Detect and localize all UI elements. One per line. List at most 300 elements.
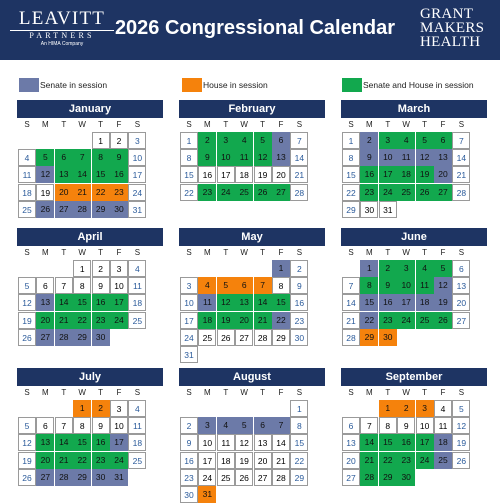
weekday-header: S bbox=[458, 248, 465, 257]
weekday-header: T bbox=[385, 248, 391, 257]
day-cell: 7 bbox=[360, 417, 378, 434]
day-cell: 24 bbox=[379, 184, 397, 201]
day-cell: 31 bbox=[198, 486, 216, 503]
day-cell: 12 bbox=[18, 434, 36, 451]
day-cell: 8 bbox=[180, 149, 198, 166]
day-cell: 6 bbox=[272, 132, 290, 149]
weekday-header: F bbox=[278, 388, 284, 397]
logo-line-1: LEAVITT bbox=[18, 8, 106, 29]
day-cell: 24 bbox=[416, 452, 434, 469]
day-cell: 2 bbox=[92, 400, 110, 417]
day-cell: 26 bbox=[434, 312, 452, 329]
day-cell: 3 bbox=[128, 132, 146, 149]
day-cell: 22 bbox=[290, 452, 308, 469]
day-cell: 1 bbox=[360, 260, 378, 277]
day-cell: 21 bbox=[452, 166, 470, 183]
day-cell: 3 bbox=[110, 400, 128, 417]
day-cell: 17 bbox=[198, 452, 216, 469]
page-title: 2026 Congressional Calendar bbox=[114, 17, 396, 39]
day-cell: 25 bbox=[128, 312, 146, 329]
day-cell: 17 bbox=[180, 312, 198, 329]
day-cell: 1 bbox=[290, 400, 308, 417]
day-cell: 27 bbox=[272, 184, 290, 201]
day-cell: 30 bbox=[110, 201, 128, 218]
legend-swatch-house bbox=[182, 78, 202, 92]
day-cell: 5 bbox=[18, 417, 36, 434]
day-cell: 7 bbox=[55, 277, 73, 294]
legend-swatch-both bbox=[342, 78, 362, 92]
day-cell: 1 bbox=[73, 260, 91, 277]
weekday-header: S bbox=[186, 388, 192, 397]
day-cell: 25 bbox=[434, 452, 452, 469]
weekday-header: S bbox=[134, 388, 141, 397]
weekday-header: M bbox=[204, 248, 211, 257]
day-cell: 18 bbox=[198, 312, 216, 329]
day-cell: 18 bbox=[416, 294, 434, 311]
day-cell: 10 bbox=[128, 149, 146, 166]
day-cell: 25 bbox=[397, 184, 415, 201]
day-cell: 19 bbox=[217, 312, 235, 329]
day-cell: 10 bbox=[416, 417, 434, 434]
day-cell: 20 bbox=[452, 294, 470, 311]
day-cell: 11 bbox=[198, 294, 216, 311]
weekday-header: T bbox=[98, 248, 104, 257]
day-cell: 2 bbox=[180, 417, 198, 434]
day-cell: 8 bbox=[360, 277, 378, 294]
day-cell: 22 bbox=[360, 312, 378, 329]
weekday-header: T bbox=[385, 120, 391, 129]
day-cell: 7 bbox=[254, 277, 272, 294]
day-cell: 28 bbox=[360, 469, 378, 486]
weekday-header: T bbox=[422, 388, 428, 397]
day-cell: 24 bbox=[110, 312, 128, 329]
day-cell: 24 bbox=[110, 452, 128, 469]
weekday-header: W bbox=[78, 120, 86, 129]
day-cell: 25 bbox=[235, 184, 253, 201]
day-cell: 11 bbox=[235, 149, 253, 166]
day-cell: 9 bbox=[92, 417, 110, 434]
grantmakers-in-health-logo bbox=[420, 7, 496, 49]
day-cell: 27 bbox=[235, 329, 253, 346]
day-cell: 24 bbox=[198, 469, 216, 486]
day-cell: 3 bbox=[110, 260, 128, 277]
day-cell: 21 bbox=[55, 452, 73, 469]
day-cell: 25 bbox=[128, 452, 146, 469]
legend-swatch-senate bbox=[19, 78, 39, 92]
weekday-header: W bbox=[402, 248, 410, 257]
day-cell: 23 bbox=[92, 452, 110, 469]
weekday-header: S bbox=[134, 248, 141, 257]
day-cell: 7 bbox=[73, 149, 91, 166]
day-cell: 3 bbox=[198, 417, 216, 434]
day-cell: 21 bbox=[254, 312, 272, 329]
day-cell: 17 bbox=[379, 166, 397, 183]
day-cell: 2 bbox=[360, 132, 378, 149]
gih-logo-line-3: HEALTH bbox=[420, 34, 481, 50]
day-cell: 3 bbox=[379, 132, 397, 149]
day-cell: 14 bbox=[55, 434, 73, 451]
day-cell: 27 bbox=[36, 469, 54, 486]
day-cell: 24 bbox=[397, 312, 415, 329]
day-cell: 23 bbox=[198, 184, 216, 201]
day-cell: 5 bbox=[452, 400, 470, 417]
day-cell: 13 bbox=[452, 277, 470, 294]
day-cell: 21 bbox=[272, 452, 290, 469]
day-cell: 3 bbox=[416, 400, 434, 417]
day-cell: 14 bbox=[272, 434, 290, 451]
day-cell: 8 bbox=[272, 277, 290, 294]
day-cell: 21 bbox=[55, 312, 73, 329]
weekday-header: S bbox=[186, 120, 192, 129]
day-cell: 17 bbox=[397, 294, 415, 311]
weekday-header: W bbox=[78, 388, 86, 397]
day-cell: 13 bbox=[235, 294, 253, 311]
day-cell: 22 bbox=[272, 312, 290, 329]
day-cell: 23 bbox=[110, 184, 128, 201]
day-cell: 30 bbox=[180, 486, 198, 503]
day-cell: 9 bbox=[110, 149, 128, 166]
weekday-header: S bbox=[458, 388, 465, 397]
day-cell: 4 bbox=[397, 132, 415, 149]
day-cell: 9 bbox=[180, 434, 198, 451]
day-cell: 20 bbox=[342, 452, 360, 469]
weekday-header: W bbox=[402, 388, 410, 397]
day-cell: 23 bbox=[360, 184, 378, 201]
day-cell: 29 bbox=[92, 201, 110, 218]
month-title: August bbox=[179, 368, 325, 386]
day-cell: 18 bbox=[128, 434, 146, 451]
weekday-header: F bbox=[116, 248, 122, 257]
day-cell: 4 bbox=[235, 132, 253, 149]
day-cell: 12 bbox=[18, 294, 36, 311]
day-cell: 5 bbox=[217, 277, 235, 294]
month-title: February bbox=[179, 100, 325, 118]
day-cell: 12 bbox=[452, 417, 470, 434]
day-cell: 3 bbox=[397, 260, 415, 277]
day-cell: 10 bbox=[379, 149, 397, 166]
day-cell: 22 bbox=[73, 312, 91, 329]
day-cell: 29 bbox=[272, 329, 290, 346]
day-cell: 11 bbox=[397, 149, 415, 166]
day-cell: 11 bbox=[128, 277, 146, 294]
day-cell: 1 bbox=[379, 400, 397, 417]
day-cell: 19 bbox=[254, 166, 272, 183]
day-cell: 4 bbox=[18, 149, 36, 166]
month-title: March bbox=[341, 100, 487, 118]
day-cell: 13 bbox=[342, 434, 360, 451]
day-cell: 22 bbox=[73, 452, 91, 469]
day-cell: 17 bbox=[110, 294, 128, 311]
day-cell: 16 bbox=[92, 434, 110, 451]
weekday-header: W bbox=[240, 120, 248, 129]
day-cell: 6 bbox=[55, 149, 73, 166]
gih-logo-line-2: MAKERS bbox=[420, 20, 485, 36]
day-cell: 18 bbox=[18, 184, 36, 201]
day-cell: 15 bbox=[290, 434, 308, 451]
weekday-header: M bbox=[42, 120, 49, 129]
day-cell: 15 bbox=[180, 166, 198, 183]
day-cell: 22 bbox=[180, 184, 198, 201]
weekday-header: T bbox=[260, 388, 266, 397]
day-cell: 25 bbox=[217, 469, 235, 486]
day-cell: 5 bbox=[235, 417, 253, 434]
day-cell: 11 bbox=[434, 417, 452, 434]
day-cell: 15 bbox=[379, 434, 397, 451]
day-cell: 29 bbox=[342, 201, 360, 218]
day-cell: 18 bbox=[434, 434, 452, 451]
legend-label-both: Senate and House in session bbox=[363, 80, 474, 90]
day-cell: 26 bbox=[18, 329, 36, 346]
day-cell: 18 bbox=[217, 452, 235, 469]
day-cell: 30 bbox=[92, 469, 110, 486]
day-cell: 13 bbox=[272, 149, 290, 166]
logo-line-3: An HIMA Company bbox=[40, 41, 84, 47]
day-cell: 30 bbox=[290, 329, 308, 346]
day-cell: 25 bbox=[18, 201, 36, 218]
legend-label-senate: Senate in session bbox=[40, 80, 108, 90]
day-cell: 31 bbox=[379, 201, 397, 218]
day-cell: 14 bbox=[452, 149, 470, 166]
day-cell: 5 bbox=[36, 149, 54, 166]
day-cell: 22 bbox=[92, 184, 110, 201]
day-cell: 8 bbox=[290, 417, 308, 434]
weekday-header: F bbox=[440, 120, 446, 129]
weekday-header: W bbox=[78, 248, 86, 257]
day-cell: 13 bbox=[36, 294, 54, 311]
day-cell: 23 bbox=[290, 312, 308, 329]
day-cell: 30 bbox=[379, 329, 397, 346]
day-cell: 6 bbox=[254, 417, 272, 434]
day-cell: 17 bbox=[217, 166, 235, 183]
day-cell: 27 bbox=[55, 201, 73, 218]
day-cell: 10 bbox=[217, 149, 235, 166]
weekday-header: T bbox=[223, 388, 229, 397]
day-cell: 7 bbox=[342, 277, 360, 294]
day-cell: 10 bbox=[198, 434, 216, 451]
day-cell: 4 bbox=[128, 400, 146, 417]
day-cell: 19 bbox=[36, 184, 54, 201]
weekday-header: T bbox=[61, 388, 67, 397]
day-cell: 30 bbox=[92, 329, 110, 346]
day-cell: 16 bbox=[379, 294, 397, 311]
day-cell: 1 bbox=[272, 260, 290, 277]
day-cell: 31 bbox=[110, 469, 128, 486]
day-cell: 11 bbox=[217, 434, 235, 451]
day-cell: 7 bbox=[290, 132, 308, 149]
day-cell: 14 bbox=[290, 149, 308, 166]
day-cell: 30 bbox=[360, 201, 378, 218]
day-cell: 25 bbox=[198, 329, 216, 346]
day-cell: 12 bbox=[36, 166, 54, 183]
weekday-header: T bbox=[260, 248, 266, 257]
day-cell: 9 bbox=[290, 277, 308, 294]
day-cell: 10 bbox=[180, 294, 198, 311]
day-cell: 28 bbox=[452, 184, 470, 201]
weekday-header: F bbox=[116, 388, 122, 397]
weekday-header: F bbox=[116, 120, 122, 129]
day-cell: 20 bbox=[36, 312, 54, 329]
day-cell: 1 bbox=[180, 132, 198, 149]
day-cell: 28 bbox=[342, 329, 360, 346]
month-title: September bbox=[341, 368, 487, 386]
day-cell: 21 bbox=[73, 184, 91, 201]
day-cell: 2 bbox=[198, 132, 216, 149]
month-title: January bbox=[17, 100, 163, 118]
day-cell: 11 bbox=[128, 417, 146, 434]
day-cell: 13 bbox=[55, 166, 73, 183]
day-cell: 7 bbox=[452, 132, 470, 149]
day-cell: 2 bbox=[290, 260, 308, 277]
day-cell: 7 bbox=[55, 417, 73, 434]
day-cell: 16 bbox=[180, 452, 198, 469]
leavitt-partners-logo bbox=[10, 9, 114, 48]
month-title: May bbox=[179, 228, 325, 246]
month-title: April bbox=[17, 228, 163, 246]
weekday-header: T bbox=[422, 120, 428, 129]
day-cell: 15 bbox=[92, 166, 110, 183]
legend-label-house: House in session bbox=[203, 80, 268, 90]
weekday-header: M bbox=[204, 388, 211, 397]
day-cell: 5 bbox=[416, 132, 434, 149]
day-cell: 12 bbox=[217, 294, 235, 311]
month-title: June bbox=[341, 228, 487, 246]
day-cell: 23 bbox=[180, 469, 198, 486]
day-cell: 23 bbox=[397, 452, 415, 469]
day-cell: 1 bbox=[73, 400, 91, 417]
day-cell: 12 bbox=[434, 277, 452, 294]
day-cell: 12 bbox=[254, 149, 272, 166]
weekday-header: S bbox=[296, 248, 303, 257]
day-cell: 31 bbox=[128, 201, 146, 218]
weekday-header: S bbox=[348, 248, 354, 257]
day-cell: 28 bbox=[55, 329, 73, 346]
day-cell: 16 bbox=[198, 166, 216, 183]
day-cell: 20 bbox=[55, 184, 73, 201]
day-cell: 19 bbox=[18, 452, 36, 469]
day-cell: 21 bbox=[342, 312, 360, 329]
day-cell: 9 bbox=[379, 277, 397, 294]
day-cell: 10 bbox=[397, 277, 415, 294]
day-cell: 16 bbox=[290, 294, 308, 311]
day-cell: 11 bbox=[416, 277, 434, 294]
day-cell: 9 bbox=[397, 417, 415, 434]
day-cell: 26 bbox=[235, 469, 253, 486]
day-cell: 8 bbox=[73, 277, 91, 294]
day-cell: 22 bbox=[342, 184, 360, 201]
weekday-header: F bbox=[278, 120, 284, 129]
day-cell: 15 bbox=[73, 434, 91, 451]
weekday-header: S bbox=[348, 388, 354, 397]
day-cell: 4 bbox=[416, 260, 434, 277]
day-cell: 28 bbox=[290, 184, 308, 201]
day-cell: 30 bbox=[397, 469, 415, 486]
logo-line-2: PARTNERS bbox=[10, 30, 114, 41]
day-cell: 16 bbox=[92, 294, 110, 311]
day-cell: 5 bbox=[18, 277, 36, 294]
day-cell: 14 bbox=[254, 294, 272, 311]
day-cell: 18 bbox=[128, 294, 146, 311]
day-cell: 22 bbox=[379, 452, 397, 469]
day-cell: 29 bbox=[360, 329, 378, 346]
day-cell: 26 bbox=[18, 469, 36, 486]
day-cell: 10 bbox=[110, 417, 128, 434]
day-cell: 29 bbox=[73, 329, 91, 346]
weekday-header: W bbox=[402, 120, 410, 129]
day-cell: 5 bbox=[254, 132, 272, 149]
day-cell: 8 bbox=[92, 149, 110, 166]
day-cell: 21 bbox=[290, 166, 308, 183]
day-cell: 28 bbox=[73, 201, 91, 218]
day-cell: 16 bbox=[397, 434, 415, 451]
gih-logo-line-1: GRANT bbox=[420, 6, 474, 22]
day-cell: 4 bbox=[128, 260, 146, 277]
day-cell: 6 bbox=[342, 417, 360, 434]
day-cell: 31 bbox=[180, 346, 198, 363]
day-cell: 14 bbox=[73, 166, 91, 183]
day-cell: 10 bbox=[110, 277, 128, 294]
day-cell: 15 bbox=[73, 294, 91, 311]
day-cell: 1 bbox=[92, 132, 110, 149]
day-cell: 24 bbox=[180, 329, 198, 346]
weekday-header: M bbox=[42, 248, 49, 257]
day-cell: 27 bbox=[452, 312, 470, 329]
day-cell: 2 bbox=[110, 132, 128, 149]
weekday-header: S bbox=[296, 120, 303, 129]
weekday-header: T bbox=[223, 248, 229, 257]
day-cell: 24 bbox=[217, 184, 235, 201]
weekday-header: S bbox=[296, 388, 303, 397]
weekday-header: M bbox=[366, 388, 373, 397]
month-title: July bbox=[17, 368, 163, 386]
day-cell: 2 bbox=[397, 400, 415, 417]
day-cell: 19 bbox=[18, 312, 36, 329]
weekday-header: T bbox=[61, 248, 67, 257]
day-cell: 4 bbox=[217, 417, 235, 434]
day-cell: 29 bbox=[290, 469, 308, 486]
day-cell: 1 bbox=[342, 132, 360, 149]
day-cell: 19 bbox=[416, 166, 434, 183]
day-cell: 23 bbox=[92, 312, 110, 329]
day-cell: 2 bbox=[92, 260, 110, 277]
day-cell: 6 bbox=[434, 132, 452, 149]
day-cell: 17 bbox=[128, 166, 146, 183]
weekday-header: S bbox=[24, 120, 30, 129]
day-cell: 13 bbox=[254, 434, 272, 451]
day-cell: 16 bbox=[110, 166, 128, 183]
day-cell: 13 bbox=[434, 149, 452, 166]
day-cell: 20 bbox=[235, 312, 253, 329]
day-cell: 20 bbox=[36, 452, 54, 469]
weekday-header: T bbox=[223, 120, 229, 129]
day-cell: 7 bbox=[272, 417, 290, 434]
day-cell: 26 bbox=[254, 184, 272, 201]
weekday-header: F bbox=[440, 388, 446, 397]
weekday-header: S bbox=[458, 120, 465, 129]
day-cell: 18 bbox=[397, 166, 415, 183]
day-cell: 28 bbox=[272, 469, 290, 486]
day-cell: 8 bbox=[73, 417, 91, 434]
day-cell: 13 bbox=[36, 434, 54, 451]
weekday-header: M bbox=[42, 388, 49, 397]
weekday-header: S bbox=[348, 120, 354, 129]
weekday-header: T bbox=[98, 388, 104, 397]
day-cell: 4 bbox=[434, 400, 452, 417]
day-cell: 11 bbox=[18, 166, 36, 183]
day-cell: 6 bbox=[452, 260, 470, 277]
day-cell: 12 bbox=[235, 434, 253, 451]
day-cell: 4 bbox=[198, 277, 216, 294]
day-cell: 28 bbox=[55, 469, 73, 486]
